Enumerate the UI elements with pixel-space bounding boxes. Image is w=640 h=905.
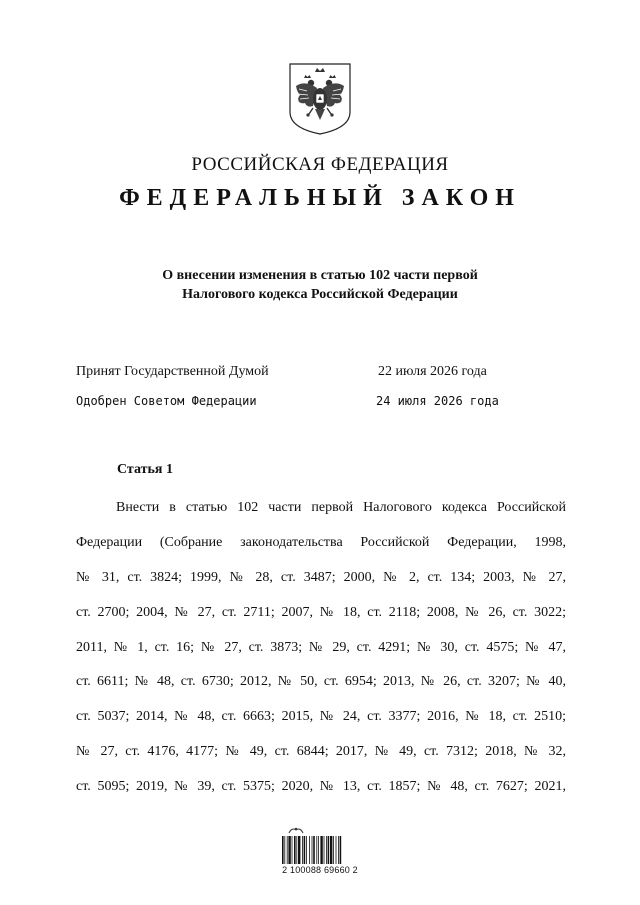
law-title <box>60 266 580 304</box>
adoption-row-council <box>76 394 576 414</box>
paragraph-line: Федерации (Собрание законодательства Российской Федерации, 1998, <box>76 534 566 550</box>
barcode-bars <box>280 836 360 864</box>
paragraph-line: № 27, ст. 4176, 4177; № 49, ст. 6844; 2017, № 49, ст. 7312; 2018, № 32, <box>76 744 566 760</box>
paragraph-line: ст. 5037; 2014, № 48, ст. 6663; 2015, № 24, ст. 3377; 2016, № 18, ст. 2510; <box>76 709 566 725</box>
country-name: РОССИЙСКАЯ ФЕДЕРАЦИЯ <box>191 154 449 175</box>
paragraph-line: ст. 2700; 2004, № 27, ст. 2711; 2007, № 18, ст. 2118; 2008, № 26, ст. 3022; <box>76 604 566 620</box>
adoption-date: 22 июля 2026 года <box>378 364 487 379</box>
adoption-label: Одобрен Советом Федерации <box>76 394 257 408</box>
barcode-number: 2 100088 69660 2 <box>282 865 358 875</box>
article-body <box>76 491 566 805</box>
adoption-date: 24 июля 2026 года <box>376 394 499 408</box>
paragraph-line: № 31, ст. 3824; 1999, № 28, ст. 3487; 2000, № 2, ст. 134; 2003, № 27, <box>76 569 566 585</box>
adoption-row-duma <box>76 364 576 384</box>
barcode-logo-icon <box>288 826 304 834</box>
paragraph-line: 2011, № 1, ст. 16; № 27, ст. 3873; № 29, ст. 4291; № 30, ст. 4575; № 47, <box>76 639 566 655</box>
law-title-line: Налогового кодекса Российской Федерации <box>182 287 458 302</box>
article-heading: Статья 1 <box>117 462 173 477</box>
adoption-label: Принят Государственной Думой <box>76 364 269 379</box>
law-title-line: О внесении изменения в статью 102 части первой <box>162 268 478 283</box>
paragraph-line: ст. 5095; 2019, № 39, ст. 5375; 2020, № 13, ст. 1857; № 48, ст. 7627; 2021, <box>76 779 566 795</box>
document-type: ФЕДЕРАЛЬНЫЙ ЗАКОН <box>119 185 521 211</box>
paragraph-line: Внести в статью 102 части первой Налогового кодекса Российской <box>116 500 566 515</box>
state-emblem-icon <box>287 62 353 136</box>
paragraph-line: ст. 6611; № 48, ст. 6730; 2012, № 50, ст. 6954; 2013, № 26, ст. 3207; № 40, <box>76 674 566 690</box>
barcode <box>280 826 360 886</box>
